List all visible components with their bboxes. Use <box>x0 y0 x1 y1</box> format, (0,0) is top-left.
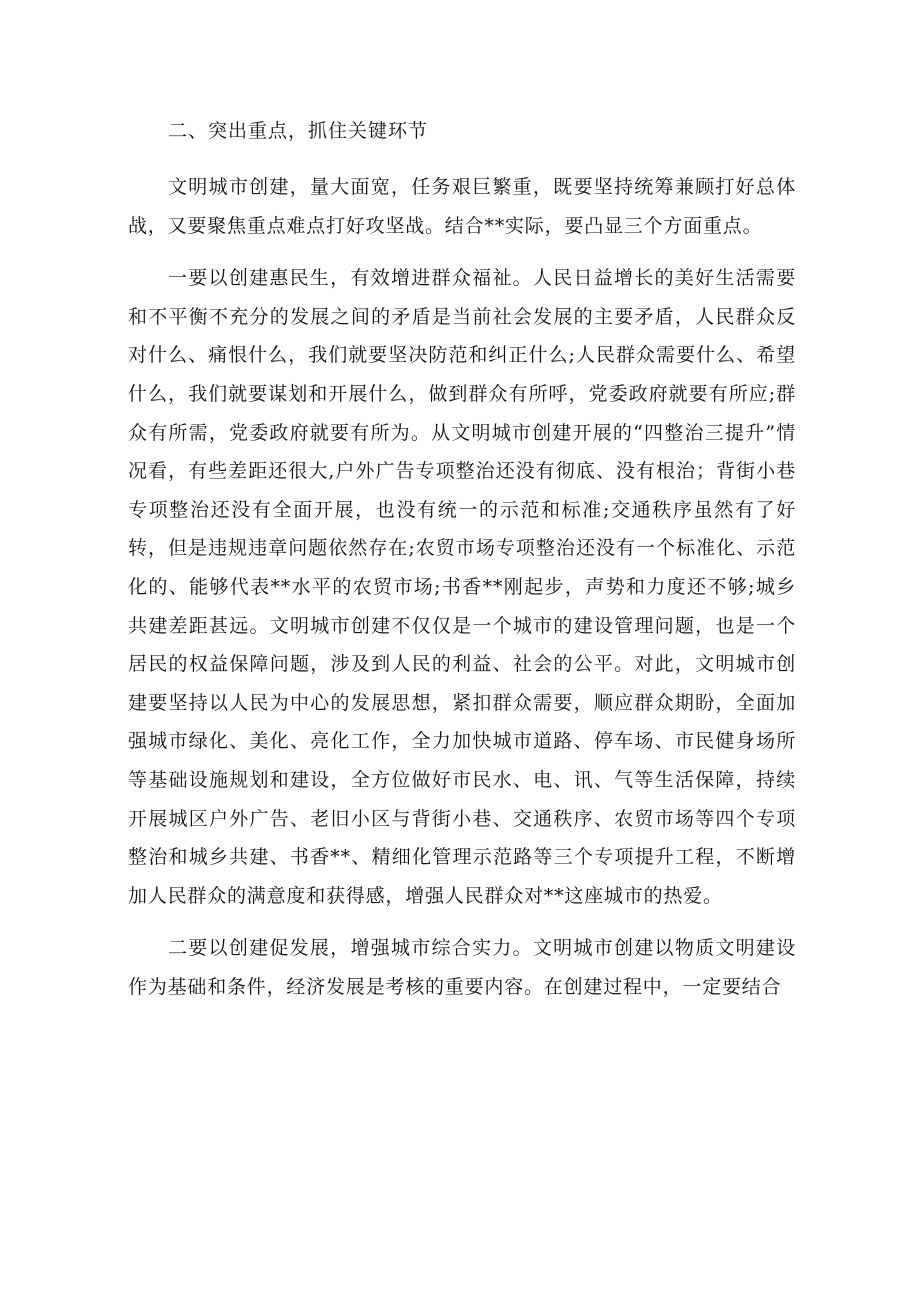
paragraph-development: 二要以创建促发展，增强城市综合实力。文明城市创建以物质文明建设作为基础和条件，经济发展是考核的重要内容。在创建过程中，一定要结合 <box>128 937 796 998</box>
document-body <box>128 112 796 1006</box>
paragraph-livelihood: 一要以创建惠民生，有效增进群众福祉。人民日益增长的美好生活需要和不平衡不充分的发展之间的矛盾是当前社会发展的主要矛盾，人民群众反对什么、痛恨什么，我们就要坚决防范和纠正什么;人民群众需要什么、希望什么，我们就要谋划和开展什么，做到群众有所呼，党委政府就要有所应;群众有所需，党委政府就要有所为。从文明城市创建开展的“四整治三提升”情况看，有些差距还很大,户外广告专项整治还没有彻底、没有根治；背街小巷专项整治还没有全面开展，也没有统一的示范和标准;交通秩序虽然有了好转，但是违规违章问题依然存在;农贸市场专项整治还没有一个标准化、示范化的、能够代表**水平的农贸市场;书香**刚起步，声势和力度还不够;城乡共建差距甚远。文明城市创建不仅仅是一个城市的建设管理问题，也是一个居民的权益保障问题，涉及到人民的利益、社会的公平。对此，文明城市创建要坚持以人民为中心的发展思想，紧扣群众需要，顺应群众期盼，全面加强城市绿化、美化、亮化工作，全力加快城市道路、停车场、市民健身场所等基础设施规划和建设，全方位做好市民水、电、讯、气等生活保障，持续开展城区户外广告、老旧小区与背街小巷、交通秩序、农贸市场等四个专项整治和城乡共建、书香**、精细化管理示范路等三个专项提升工程，不断增加人民群众的满意度和获得感，增强人民群众对**这座城市的热爱。 <box>128 267 796 907</box>
section-heading: 二、突出重点，抓住关键环节 <box>168 120 429 142</box>
paragraph-intro: 文明城市创建，量大面宽，任务艰巨繁重，既要坚持统筹兼顾打好总体战，又要聚焦重点难点打好攻坚战。结合**实际，要凸显三个方面重点。 <box>128 176 796 237</box>
